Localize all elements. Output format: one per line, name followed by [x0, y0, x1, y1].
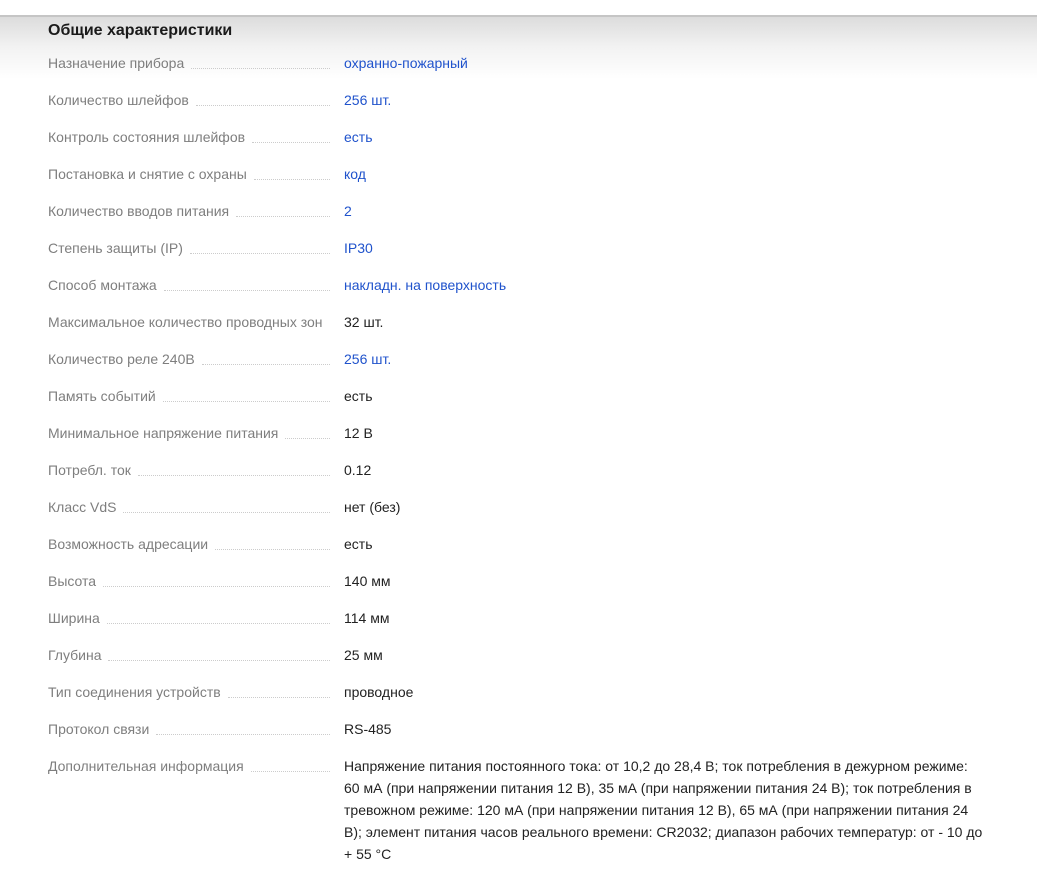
spec-value-link[interactable]: 256 шт.: [344, 92, 392, 108]
spec-row: [48, 422, 985, 444]
dotted-leader: [163, 401, 330, 402]
dotted-leader: [164, 290, 330, 291]
spec-value: 114 мм: [344, 610, 390, 626]
dotted-leader: [215, 549, 330, 550]
dotted-leader: [202, 364, 330, 365]
spec-row-left: [48, 274, 344, 296]
spec-row-left: [48, 163, 344, 185]
spec-row: [48, 459, 985, 481]
spec-value: проводное: [344, 684, 414, 700]
spec-row: [48, 755, 985, 865]
dotted-leader: [196, 105, 330, 106]
spec-value-link[interactable]: накладн. на поверхность: [344, 277, 507, 293]
spec-label: Глубина: [48, 647, 102, 663]
dotted-leader: [123, 512, 330, 513]
spec-row-left: [48, 385, 344, 407]
spec-row-left: [48, 311, 344, 333]
dotted-leader: [228, 697, 330, 698]
spec-row-left: [48, 570, 344, 592]
spec-label: Максимальное количество проводных зон: [48, 314, 323, 330]
spec-value: 140 мм: [344, 573, 391, 589]
spec-value-link[interactable]: код: [344, 166, 366, 182]
dotted-leader: [254, 179, 330, 180]
spec-value: RS-485: [344, 721, 392, 737]
spec-label: Память событий: [48, 388, 156, 404]
dotted-leader: [190, 253, 330, 254]
dotted-leader: [191, 68, 330, 69]
spec-row: [48, 607, 985, 629]
spec-row-left: [48, 126, 344, 148]
spec-row: [48, 385, 985, 407]
spec-label: Дополнительная информация: [48, 758, 244, 774]
spec-label: Контроль состояния шлейфов: [48, 129, 246, 145]
spec-value: 25 мм: [344, 647, 383, 663]
spec-row: [48, 496, 985, 518]
spec-label: Возможность адресации: [48, 536, 209, 552]
spec-value-link[interactable]: охранно-пожарный: [344, 55, 468, 71]
spec-row: [48, 163, 985, 185]
spec-row: [48, 644, 985, 666]
spec-value: Напряжение питания постоянного тока: от 10,2 до 28,4 В; ток потребления в дежурном режиме: 60 мА (при напряжении питания 12 В), 35 мА (при напряжении питания 24 В); ток потребления в тревожном режиме: 120 мА (при напряжении питания 12 В), 65 мА (при напряжении питания 24 В); элемент питания часов реального времени: CR2032; диапазон рабочих температур: от - 10 до + 55 °C: [344, 758, 983, 862]
spec-value-link[interactable]: 256 шт.: [344, 351, 392, 367]
dotted-leader: [156, 734, 330, 735]
spec-row-left: [48, 533, 344, 555]
dotted-leader: [251, 771, 330, 772]
spec-row: [48, 126, 985, 148]
spec-row-left: [48, 348, 344, 370]
spec-value-link[interactable]: есть: [344, 129, 373, 145]
spec-row-left: [48, 607, 344, 629]
spec-row-left: [48, 459, 344, 481]
spec-label: Минимальное напряжение питания: [48, 425, 279, 441]
spec-row: [48, 533, 985, 555]
spec-row: [48, 681, 985, 703]
spec-rows-list: [48, 52, 985, 865]
spec-row-left: [48, 755, 344, 777]
dotted-leader: [108, 660, 330, 661]
spec-row-left: [48, 422, 344, 444]
spec-row-left: [48, 89, 344, 111]
spec-row: [48, 348, 985, 370]
dotted-leader: [103, 586, 330, 587]
spec-label: Степень защиты (IP): [48, 240, 183, 256]
spec-row: [48, 718, 985, 740]
spec-label: Протокол связи: [48, 721, 150, 737]
section-title: Общие характеристики: [48, 22, 233, 39]
spec-value-link[interactable]: IP30: [344, 240, 373, 256]
spec-value: 12 В: [344, 425, 373, 441]
spec-label: Способ монтажа: [48, 277, 157, 293]
spec-value: 32 шт.: [344, 314, 384, 330]
dotted-leader: [107, 623, 330, 624]
dotted-leader: [252, 142, 330, 143]
spec-value: 0.12: [344, 462, 372, 478]
spec-label: Количество вводов питания: [48, 203, 230, 219]
spec-label: Высота: [48, 573, 97, 589]
spec-row-left: [48, 718, 344, 740]
spec-row: [48, 237, 985, 259]
specifications-panel: [0, 15, 1037, 876]
spec-row-left: [48, 200, 344, 222]
spec-label: Назначение прибора: [48, 55, 185, 71]
spec-label: Постановка и снятие с охраны: [48, 166, 247, 182]
spec-value: есть: [344, 388, 373, 404]
spec-row-left: [48, 496, 344, 518]
spec-value-link[interactable]: 2: [344, 203, 352, 219]
spec-row: [48, 274, 985, 296]
dotted-leader: [138, 475, 330, 476]
spec-label: Потребл. ток: [48, 462, 131, 478]
spec-row: [48, 311, 985, 333]
spec-value: есть: [344, 536, 373, 552]
spec-label: Количество шлейфов: [48, 92, 189, 108]
spec-label: Класс VdS: [48, 499, 117, 515]
spec-label: Тип соединения устройств: [48, 684, 221, 700]
dotted-leader: [285, 438, 330, 439]
spec-row-left: [48, 237, 344, 259]
spec-row: [48, 89, 985, 111]
spec-row-left: [48, 52, 344, 74]
spec-row-left: [48, 644, 344, 666]
spec-row: [48, 52, 985, 74]
spec-row: [48, 200, 985, 222]
spec-value: нет (без): [344, 499, 401, 515]
spec-label: Количество реле 240В: [48, 351, 195, 367]
spec-label: Ширина: [48, 610, 100, 626]
spec-row: [48, 570, 985, 592]
spec-row-left: [48, 681, 344, 703]
dotted-leader: [236, 216, 330, 217]
